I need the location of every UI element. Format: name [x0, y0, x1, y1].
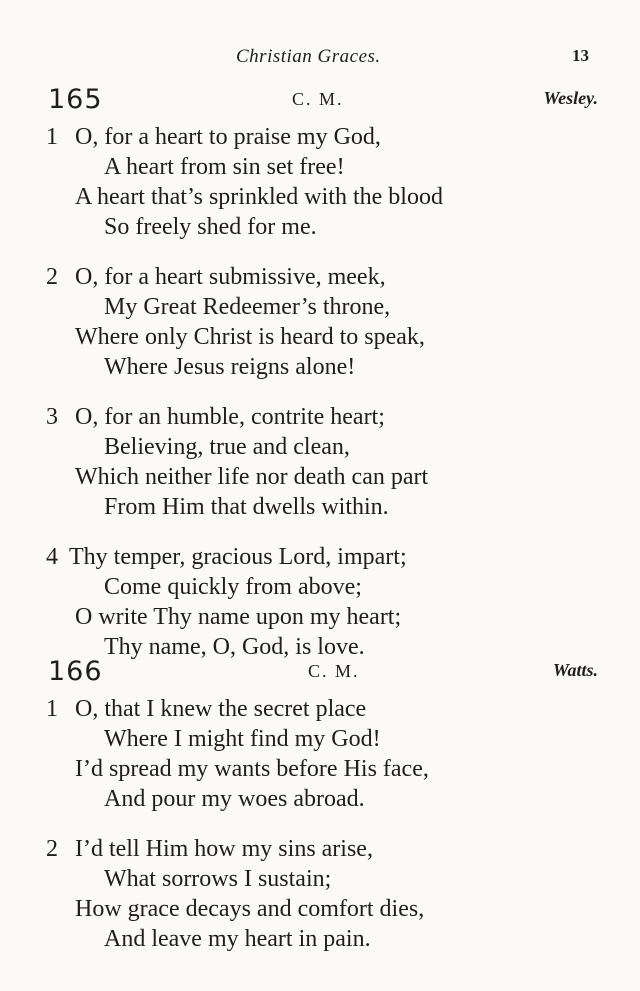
verse-line [0, 212, 640, 242]
verse-line [0, 754, 640, 784]
verse-line [0, 542, 640, 572]
line-text: I’d tell Him how my sins arise, [75, 836, 373, 862]
line-text: And leave my heart in pain. [104, 926, 371, 952]
verse-line [0, 834, 640, 864]
verse-line [0, 694, 640, 724]
verse-line [0, 122, 640, 152]
line-text: Where only Christ is heard to speak, [75, 324, 425, 350]
line-text: My Great Redeemer’s throne, [104, 294, 391, 320]
hymn-header [0, 656, 640, 694]
hymn-meter: C. M. [308, 661, 360, 681]
hymn-165 [0, 84, 640, 682]
line-text: I’d spread my wants before His face, [75, 756, 429, 782]
verse-line [0, 784, 640, 814]
line-text: O, for an humble, contrite heart; [75, 404, 385, 430]
line-text: A heart that’s sprinkled with the blood [75, 184, 443, 210]
verse-line [0, 724, 640, 754]
line-text: O, for a heart to praise my God, [75, 124, 381, 150]
page-number: 13 [572, 46, 589, 65]
hymn-header [0, 84, 640, 122]
line-text: Thy name, O, God, is love. [104, 634, 365, 660]
running-head [0, 46, 640, 74]
line-text: A heart from sin set free! [104, 154, 345, 180]
verse-line [0, 572, 640, 602]
line-text: Where Jesus reigns alone! [104, 354, 356, 380]
running-title: Christian Graces. [236, 46, 381, 67]
verse-line [0, 894, 640, 924]
stanza [0, 262, 640, 382]
stanza [0, 542, 640, 662]
verse-line [0, 924, 640, 954]
verse-line [0, 262, 640, 292]
line-text: Believing, true and clean, [104, 434, 350, 460]
hymn-author: Wesley. [543, 88, 598, 108]
verse-line [0, 352, 640, 382]
line-text: Which neither life nor death can part [75, 464, 429, 490]
line-text: O write Thy name upon my heart; [75, 604, 402, 630]
verse-line [0, 602, 640, 632]
stanza-number: 2 [46, 264, 58, 290]
hymn-number: 165 [48, 84, 103, 115]
stanza [0, 122, 640, 242]
line-text: How grace decays and comfort dies, [75, 896, 425, 922]
verse-line [0, 322, 640, 352]
verse-line [0, 864, 640, 894]
verse-line [0, 292, 640, 322]
line-text: O, that I knew the secret place [75, 696, 367, 722]
line-text: And pour my woes abroad. [104, 786, 365, 812]
line-text: What sorrows I sustain; [104, 866, 332, 892]
line-text: O, for a heart submissive, meek, [75, 264, 386, 290]
verse-line [0, 152, 640, 182]
verse-line [0, 182, 640, 212]
verse-line [0, 402, 640, 432]
hymn-166 [0, 656, 640, 974]
line-text: Where I might find my God! [104, 726, 381, 752]
hymn-author: Watts. [552, 660, 598, 680]
stanza-number: 1 [46, 124, 58, 150]
stanza-number: 4 [46, 544, 58, 570]
stanza [0, 694, 640, 814]
stanza [0, 402, 640, 522]
hymn-number: 166 [48, 656, 103, 687]
line-text: Come quickly from above; [104, 574, 362, 600]
verse-line [0, 462, 640, 492]
stanza-number: 1 [46, 696, 58, 722]
verse-line [0, 492, 640, 522]
line-text: Thy temper, gracious Lord, impart; [69, 544, 407, 570]
stanza-number: 3 [46, 404, 58, 430]
verse-line [0, 432, 640, 462]
stanza [0, 834, 640, 954]
stanza-number: 2 [46, 836, 58, 862]
line-text: So freely shed for me. [104, 214, 317, 240]
line-text: From Him that dwells within. [104, 494, 389, 520]
hymn-meter: C. M. [292, 89, 344, 109]
